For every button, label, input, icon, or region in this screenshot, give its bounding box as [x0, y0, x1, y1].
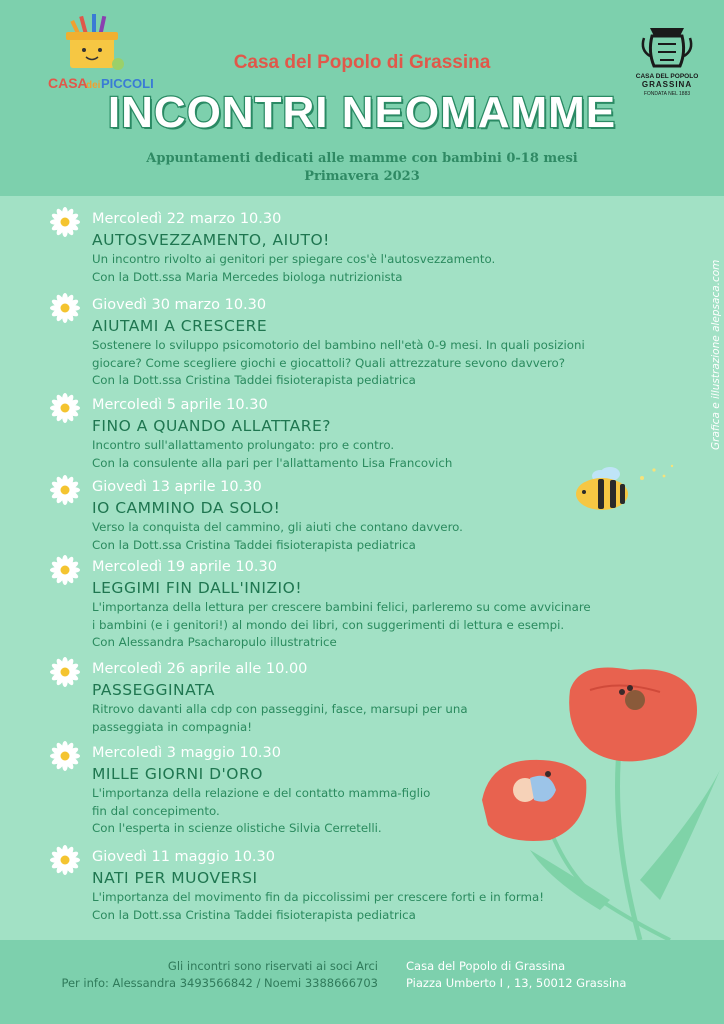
event-title: LEGGIMI FIN DALL'INIZIO!	[92, 579, 303, 597]
event-title: PASSEGGINATA	[92, 681, 215, 699]
footer-venue-address: Piazza Umberto I , 13, 50012 Grassina	[406, 976, 627, 990]
event-description-line: Verso la conquista del cammino, gli aiuti che contano davvero.	[92, 520, 463, 534]
event-title: IO CAMMINO DA SOLO!	[92, 499, 281, 517]
event-description-line: Incontro sull'allattamento prolungato: pro e contro.	[92, 438, 395, 452]
tagline-line-1: Appuntamenti dedicati alle mamme con bambini 0-18 mesi	[146, 151, 578, 166]
event-description	[92, 519, 672, 554]
event-description-line: passeggiata in compagnia!	[92, 719, 252, 734]
tagline-line-2: Primavera 2023	[304, 169, 420, 184]
event-description-line: Un incontro rivolto ai genitori per spiegare cos'è l'autosvezzamento.	[92, 252, 496, 266]
event-description-line: Con Alessandra Psacharopulo illustratrice	[92, 635, 337, 649]
event-title: AIUTAMI A CRESCERE	[92, 317, 268, 335]
page-title: INCONTRI NEOMAMME	[107, 88, 617, 137]
logo-dei-text: dei	[86, 80, 101, 91]
logo-right-line1: CASA DEL POPOLO	[635, 73, 699, 80]
event-title: FINO A QUANDO ALLATTARE?	[92, 417, 332, 435]
event-date: Mercoledì 22 marzo 10.30	[92, 211, 282, 227]
footer-contacts: Per info: Alessandra 3493566842 / Noemi 3388666703	[61, 976, 378, 990]
event-description-line: giocare? Come scegliere giochi e giocattoli? Quali attrezzature sevono davvero?	[92, 355, 566, 370]
logo-right-line3: FONDATA NEL 1883	[643, 91, 691, 97]
footer-members-note: Gli incontri sono riservati ai soci Arci	[167, 959, 378, 973]
logo-piccoli-text: PICCOLI	[101, 76, 154, 91]
event-description-line: Con la Dott.ssa Cristina Taddei fisioterapista pediatrica	[92, 907, 416, 922]
event-date: Giovedì 13 aprile 10.30	[92, 479, 262, 495]
illustration-credit: Grafica e illustrazione alepsaca.com	[710, 259, 722, 450]
footer-venue-name: Casa del Popolo di Grassina	[406, 959, 566, 973]
tagline	[0, 150, 724, 186]
event-description-line: Ritrovo davanti alla cdp con passeggini, fasce, marsupi per una	[92, 702, 468, 716]
event-description-line: L'importanza del movimento fin da piccolissimi per crescere forti e in forma!	[92, 890, 544, 904]
event-description-line: Con l'esperta in scienze olistiche Silvia Cerretelli.	[92, 821, 382, 835]
footer-address	[406, 958, 626, 992]
event-date: Mercoledì 3 maggio 10.30	[92, 745, 281, 761]
daisy-icon	[50, 555, 80, 585]
event-date: Mercoledì 5 aprile 10.30	[92, 397, 268, 413]
bee-illustration	[572, 460, 682, 520]
daisy-icon	[50, 207, 80, 237]
event-title: NATI PER MUOVERSI	[92, 869, 258, 887]
event-description-line: Con la Dott.ssa Cristina Taddei fisioterapista pediatrica	[92, 537, 416, 552]
event-description-line: Sostenere lo sviluppo psicomotorio del bambino nell'età 0-9 mesi. In quali posizioni	[92, 338, 585, 352]
organization-subtitle: Casa del Popolo di Grassina	[233, 52, 491, 73]
event-description-line: i bambini (e i genitori!) al mondo dei libri, con suggerimenti di lettura e esempi.	[92, 617, 565, 632]
event-date: Giovedì 30 marzo 10.30	[92, 297, 267, 313]
event-description	[92, 337, 672, 390]
event-date: Mercoledì 26 aprile alle 10.00	[92, 661, 308, 677]
event-description-line: L'importanza della lettura per crescere bambini felici, parleremo su come avvicinare	[92, 600, 591, 614]
footer-info	[61, 958, 378, 992]
event-date: Giovedì 11 maggio 10.30	[92, 849, 275, 865]
event-description-line: L'importanza della relazione e del contatto mamma-figlio	[92, 786, 431, 800]
event-description-line: Con la Dott.ssa Maria Mercedes biologa nutrizionista	[92, 269, 403, 284]
event-title: MILLE GIORNI D'ORO	[92, 765, 263, 783]
daisy-icon	[50, 845, 80, 875]
poppy-illustration	[470, 650, 724, 940]
logo-casa-text: CASA	[48, 75, 88, 91]
event-description-line: Con la Dott.ssa Cristina Taddei fisioterapista pediatrica	[92, 373, 416, 387]
event-description-line: fin dal concepimento.	[92, 803, 220, 818]
event-date: Mercoledì 19 aprile 10.30	[92, 559, 277, 575]
daisy-icon	[50, 657, 80, 687]
event-description-line: Con la consulente alla pari per l'allattamento Lisa Francovich	[92, 455, 453, 470]
daisy-icon	[50, 293, 80, 323]
event-description	[92, 251, 672, 286]
daisy-icon	[50, 393, 80, 423]
logo-right-line2: GRASSINA	[641, 80, 693, 89]
event-title: AUTOSVEZZAMENTO, AIUTO!	[92, 231, 330, 249]
event-description	[92, 599, 672, 652]
daisy-icon	[50, 475, 80, 505]
daisy-icon	[50, 741, 80, 771]
